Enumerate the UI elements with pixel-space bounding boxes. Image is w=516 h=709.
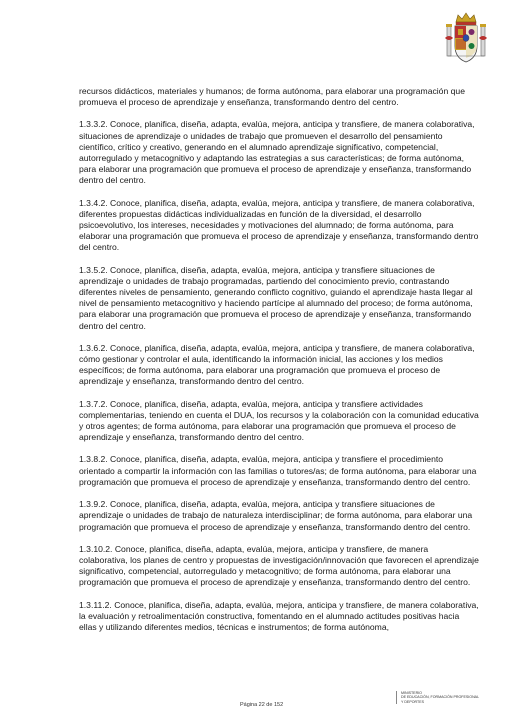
paragraph-1-3-6-2: 1.3.6.2. Conoce, planifica, diseña, adapta, evalúa, mejora, anticipa y transfiere, de manera colaborativa, cómo gestionar y controlar el aula, identificando la información inicial, las acciones y los medios específicos; de forma autónoma, para elaborar una programación que promueva el proceso de aprendizaje y enseñanza, transformando dentro del centro. [79, 342, 475, 387]
spanish-royal-crest-icon [444, 12, 488, 64]
ministry-footer-label [396, 691, 511, 704]
paragraph-1-3-10-2: 1.3.10.2. Conoce, planifica, diseña, adapta, evalúa, mejora, anticipa y transfiere, de manera colaborativa, los planes de centro y propuestas de investigación/innovación que favorecen el aprendizaje significativo, competencial, autorregulado y metacognitivo; de forma autónoma, para elaborar una programación que promueva el proceso de aprendizaje y enseñanza, transformando dentro del centro. [79, 543, 479, 588]
page-number: Página 22 de 152 [240, 702, 284, 708]
ministry-line: DE EDUCACIÓN, FORMACIÓN PROFESIONAL [401, 695, 480, 700]
paragraph-1-3-8-2: 1.3.8.2. Conoce, planifica, diseña, adapta, evalúa, mejora, anticipa y transfiere el procedimiento orientado a compartir la información con las familias o tutores/as; de forma autónoma, para elaborar una programación que promueva el proceso de aprendizaje y enseñanza, transformando dentro del centro. [79, 454, 477, 487]
paragraph-1-3-7-2: 1.3.7.2. Conoce, planifica, diseña, adapta, evalúa, mejora, anticipa y transfiere actividades complementarias, teniendo en cuenta el DUA, los recursos y la colaboración con la comunidad educativa y otros agentes; de forma autónoma, para elaborar una programación que promueva el proceso de aprendizaje y enseñanza, transformando dentro del centro. [79, 398, 479, 443]
paragraph-1-3-3-2: 1.3.3.2. Conoce, planifica, diseña, adapta, evalúa, mejora, anticipa y transfiere, de manera colaborativa, situaciones de aprendizaje o unidades de trabajo que promueven el desarrollo del pensamiento científico, crítico y creativo, generando en el alumnado aprendizaje significativo, competencial, autorregulado y metacognitivo y adaptando las estrategias a sus características; de forma autónoma, para elaborar una programación que promueva el proceso de aprendizaje y enseñanza, transformando dentro del centro. [79, 119, 475, 186]
ministry-line: Y DEPORTES [401, 699, 425, 704]
paragraph-1-3-9-2: 1.3.9.2. Conoce, planifica, diseña, adapta, evalúa, mejora, anticipa y transfiere situaciones de aprendizaje o unidades de trabajo de naturaleza interdisciplinar; de forma autónoma, para elaborar una programación que promueva el proceso de aprendizaje y enseñanza, transformando dentro del centro. [79, 499, 473, 532]
paragraph-1-3-5-2: 1.3.5.2. Conoce, planifica, diseña, adapta, evalúa, mejora, anticipa y transfiere situaciones de aprendizaje o unidades de trabajo programadas, partiendo del conocimiento previo, contrastando diferentes niveles de pensamiento, generando conflicto cognitivo, guiando el aprendizaje hasta llegar al nivel de pensamiento metacognitivo y haciendo partícipe al alumnado del proceso; de forma autónoma, para elaborar una programación que promueva el proceso de aprendizaje y enseñanza, transformando dentro del centro. [79, 264, 473, 331]
ministry-line: MINISTERIO [401, 691, 422, 695]
paragraph-continuation: recursos didácticos, materiales y humanos; de forma autónoma, para elaborar una programación que promueva el proceso de aprendizaje y enseñanza, transformando dentro del centro. [79, 86, 465, 108]
document-body [79, 86, 479, 644]
paragraph-1-3-4-2: 1.3.4.2. Conoce, planifica, diseña, adapta, evalúa, mejora, anticipa y transfiere, de manera colaborativa, diferentes propuestas didácticas individualizadas en función de la diversidad, el desarrollo psicoevolutivo, los intereses, necesidades y motivaciones del alumnado; de forma autónoma, para elaborar una programación que promueva el proceso de aprendizaje y enseñanza, transformando dentro del centro. [79, 197, 479, 253]
paragraph-1-3-11-2: 1.3.11.2. Conoce, planifica, diseña, adapta, evalúa, mejora, anticipa y transfiere, de manera colaborativa, la evaluación y retroalimentación constructiva, fomentando en el alumnado actitudes positivas hacia ellas y utilizando diferentes medios, técnicas e instrumentos; de forma autónoma, [79, 599, 479, 632]
